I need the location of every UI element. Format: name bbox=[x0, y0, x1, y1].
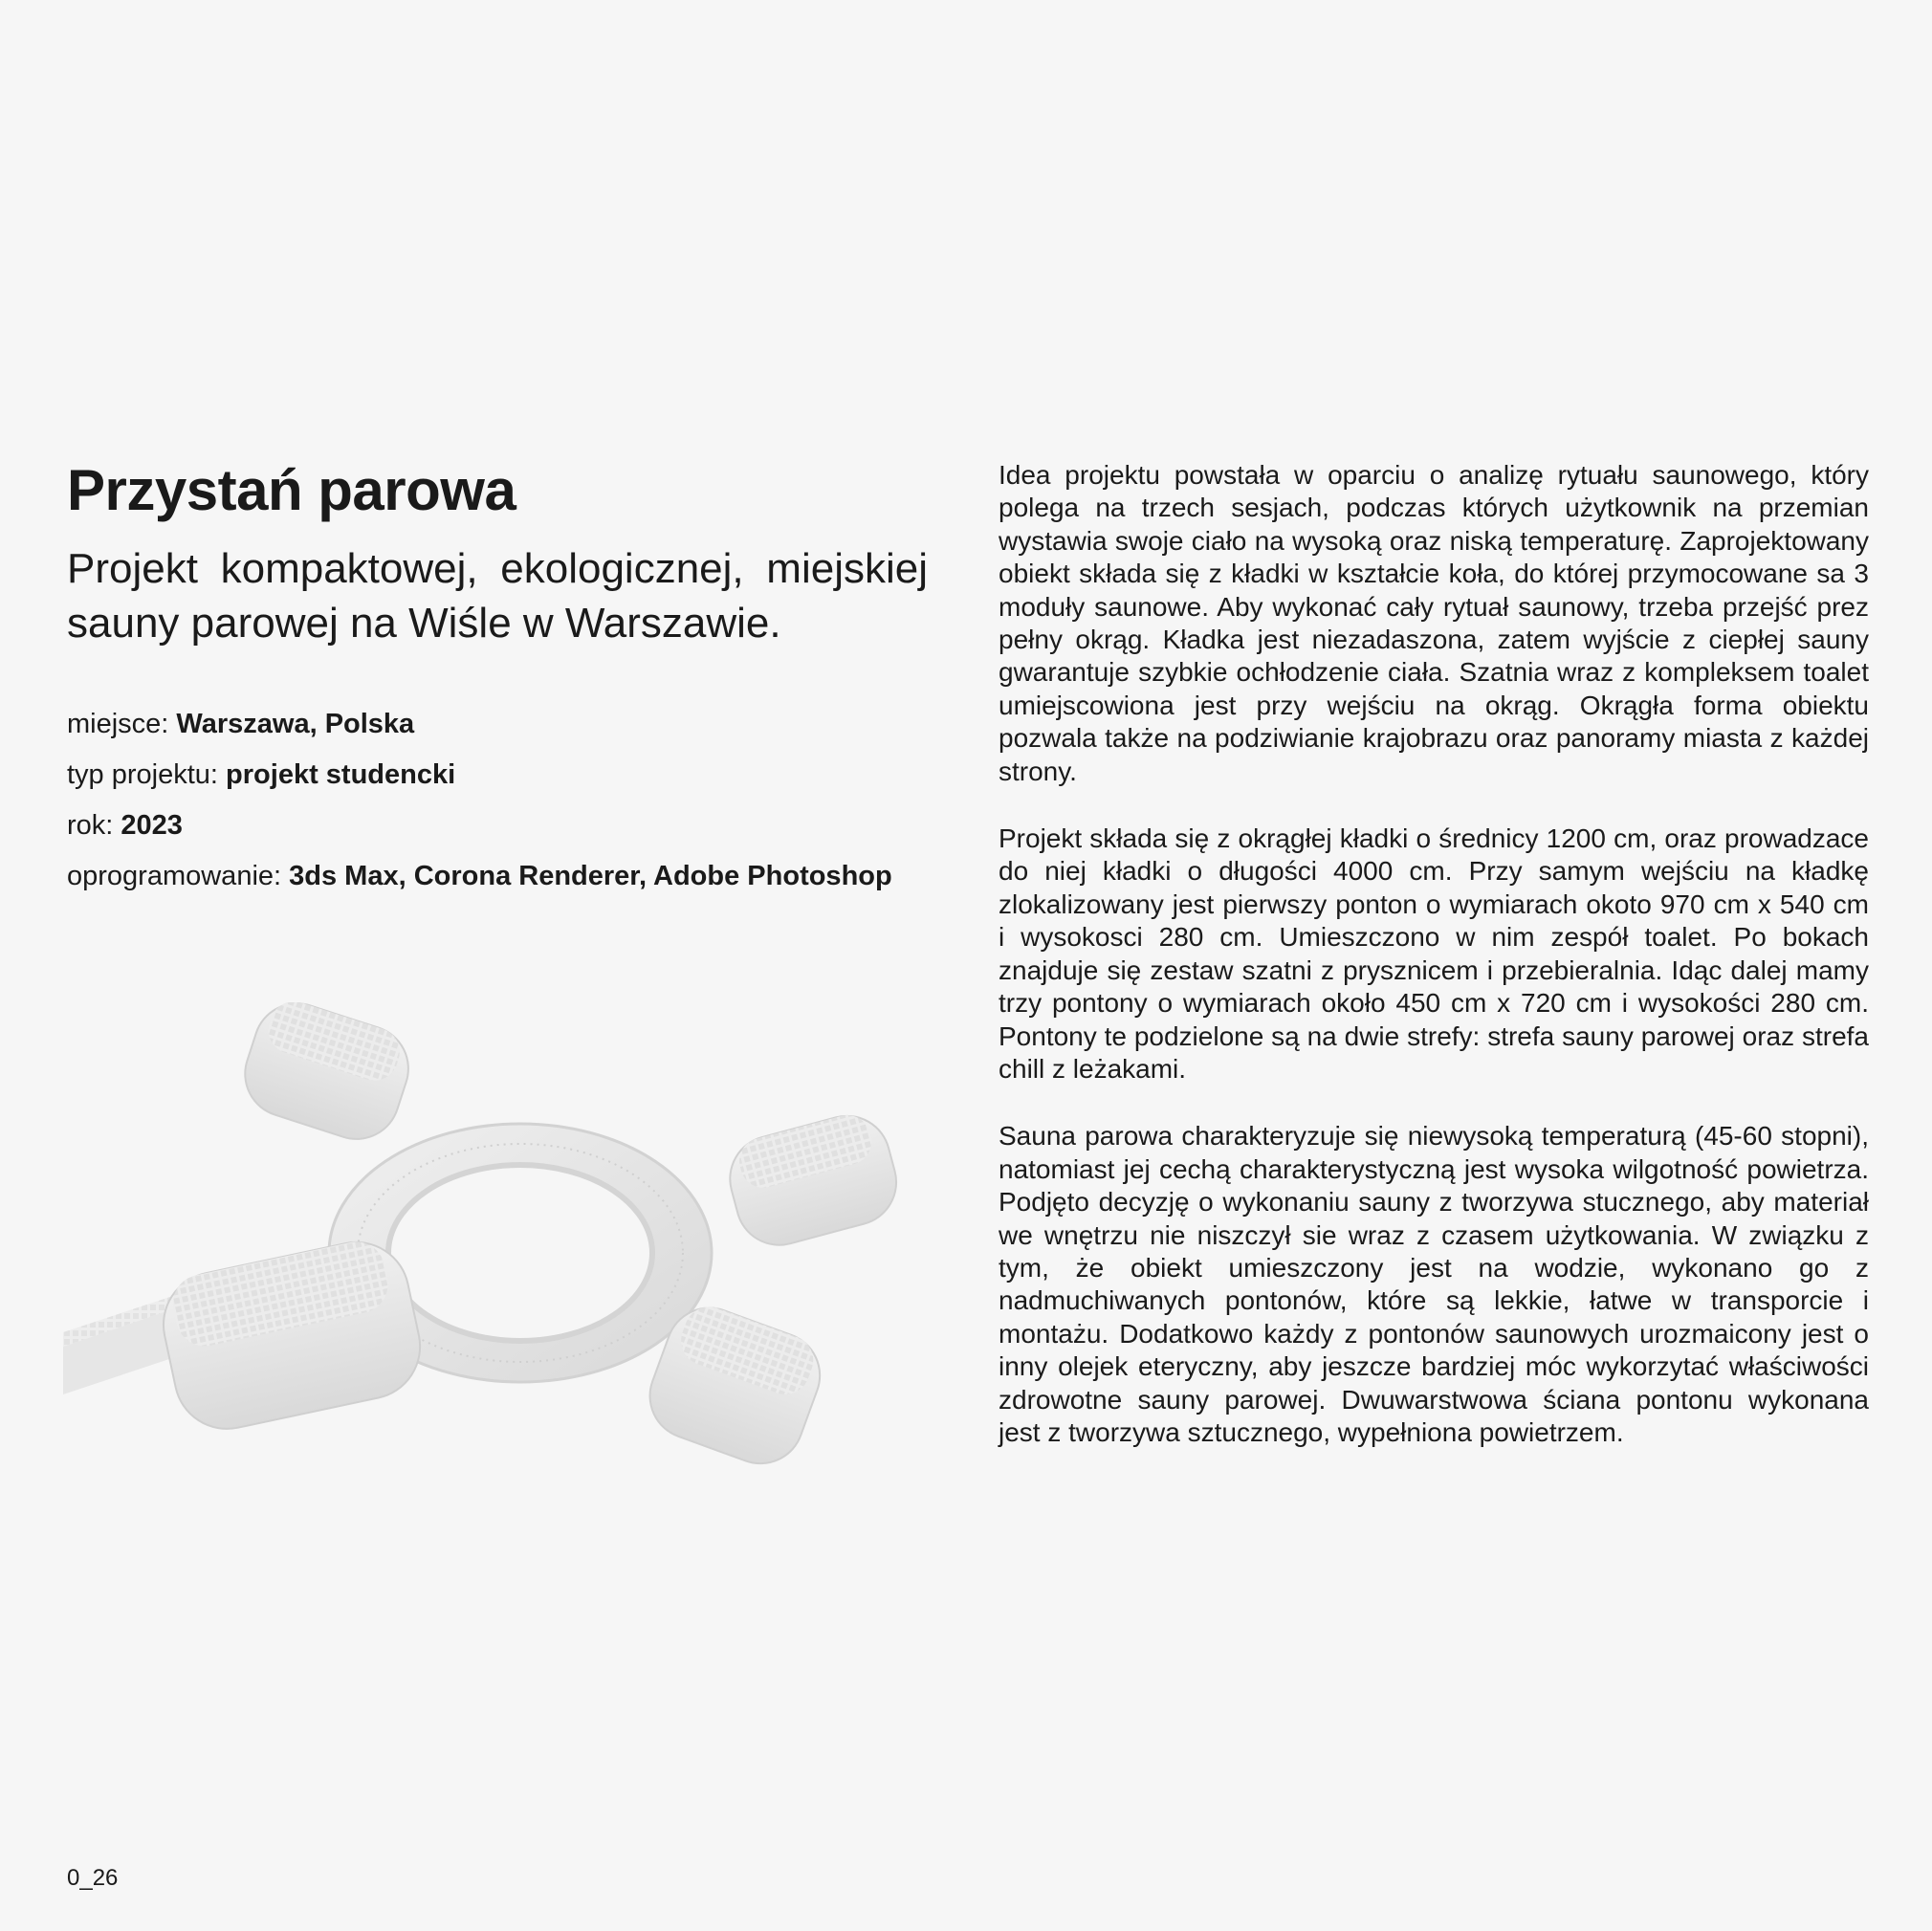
meta-year bbox=[67, 811, 928, 840]
page-subtitle: Projekt kompaktowej, ekologicznej, miejskiej sauny parowej na Wiśle w Warszawie. bbox=[67, 545, 928, 647]
meta-software bbox=[67, 862, 928, 890]
meta-year-value: 2023 bbox=[121, 810, 183, 842]
sauna-render-image bbox=[63, 1002, 943, 1471]
meta-type bbox=[67, 760, 928, 789]
description-paragraph: Projekt składa się z okrągłej kładki o średnicy 1200 cm, oraz prowadzace do niej kładki o długości 4000 cm. Przy samym wejściu na kładkę zlokalizowany jest pierwszy ponton o wymiarach okoto 970 cm x 540 cm i wysokosci 280 cm. Umieszczono w nim zespół toalet. Po bokach znajduje się zestaw szatni z prysznicem i przebieralnia. Idąc dalej mamy trzy pontony o wymiarach około 450 cm x 720 cm i wysokości 280 cm. Pontony te podzielone są na dwie strefy: strefa sauny parowej oraz strefa chill z leżakami. bbox=[999, 823, 1869, 1084]
meta-location-label: miejsce: bbox=[67, 709, 169, 740]
page-title: Przystań parowa bbox=[67, 458, 516, 522]
meta-year-label: rok: bbox=[67, 810, 114, 842]
page-number: 0_26 bbox=[67, 1865, 119, 1891]
meta-location-value: Warszawa, Polska bbox=[176, 709, 415, 740]
project-info bbox=[67, 459, 928, 912]
meta-location bbox=[67, 710, 928, 738]
meta-software-value: 3ds Max, Corona Renderer, Adobe Photoshop bbox=[289, 861, 892, 892]
project-meta bbox=[67, 710, 928, 890]
meta-type-value: projekt studencki bbox=[226, 759, 456, 791]
meta-type-label: typ projektu: bbox=[67, 759, 218, 791]
project-description bbox=[999, 459, 1869, 1483]
meta-software-label: oprogramowanie: bbox=[67, 861, 282, 892]
description-paragraph: Sauna parowa charakteryzuje się niewysoką temperaturą (45-60 stopni), natomiast jej cechą charakterystyczną jest wysoka wilgotność powietrza. Podjęto decyzję o wykonaniu sauny z tworzywa stucznego, aby materiał we wnętrzu nie niszczył sie wraz z czasem użytkowania. W związku z tym, że obiekt umieszczony jest na wodzie, wykonano go z nadmuchiwanych pontonów, które są lekkie, łatwe w transporcie i montażu. Dodatkowo każdy z pontonów saunowych urozmaicony jest o inny olejek eteryczny, aby jeszcze bardziej móc wykorzytać właściwości zdrowotne sauny parowej. Dwuwarstwowa ściana pontonu wykonana jest z tworzywa sztucznego, wypełniona powietrzem. bbox=[999, 1121, 1869, 1447]
description-paragraph: Idea projektu powstała w oparciu o analizę rytuału saunowego, który polega na trzech sesjach, podczas których użytkownik na przemian wystawia swoje ciało na wysoką oraz niską temperaturę. Zaprojektowany obiekt składa się z kładki w kształcie koła, do której przymocowane sa 3 moduły saunowe. Aby wykonać cały rytuał saunowy, trzeba przejść prez pełny okrąg. Kładka jest niezadaszona, zatem wyjście z ciepłej sauny gwarantuje szybkie ochłodzenie ciała. Szatnia wraz z kompleksem toalet umiejscowiona jest przy wejściu na okrąg. Okrągła forma obiektu pozwala także na podziwianie krajobrazu oraz panoramy miasta z każdej strony. bbox=[999, 460, 1869, 786]
